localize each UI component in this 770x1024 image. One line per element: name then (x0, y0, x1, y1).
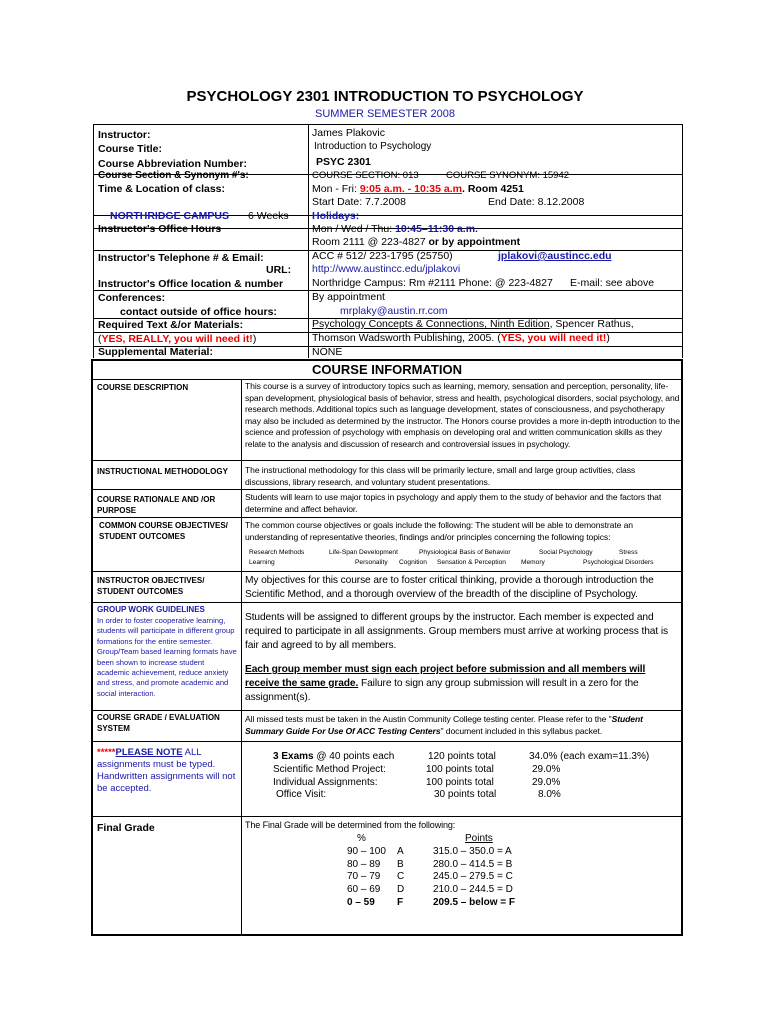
url-link[interactable]: http://www.austincc.edu/jplakovi (312, 263, 461, 275)
supplemental-label: Supplemental Material: (98, 346, 213, 358)
topic-item: Memory (521, 559, 545, 566)
office-location-value: Northridge Campus: Rm #2111 Phone: @ 223-4827 (312, 277, 553, 289)
office-location-label: Instructor's Office location & number (98, 278, 284, 290)
conferences-contact-label: contact outside of office hours: (120, 306, 277, 318)
common-objectives-label: COMMON COURSE OBJECTIVES/ STUDENT OUTCOMES (99, 521, 228, 541)
topic-item: Psychological Disorders (583, 559, 654, 566)
office-hours-room: Room 2111 @ 223-4827 or by appointment (312, 236, 521, 248)
office-hours-label: Instructor's Office Hours (98, 223, 222, 235)
topic-item: Personality (355, 559, 388, 566)
semester-subtitle: SUMMER SEMESTER 2008 (315, 108, 455, 120)
instructor-value: James Plakovic (312, 127, 385, 139)
group-work-note: In order to foster cooperative learning, students will participate in different group formations for the entire semester. Group/Team based learning formats have been shown to increase student academic achievement, reduce anxiety and stress, and promote academic and social interaction. (97, 616, 237, 698)
office-email-note: E-mail: see above (570, 277, 655, 289)
campus-label: NORTHRIDGE CAMPUS (110, 210, 230, 222)
topic-item: Cognition (399, 559, 427, 566)
required-text-value: Psychology Concepts & Connections, Ninth Edition, Spencer Rathus, (312, 318, 634, 330)
course-information-heading: COURSE INFORMATION (93, 361, 681, 380)
course-description-label: COURSE DESCRIPTION (97, 383, 189, 392)
common-objectives-text: The common course objectives or goals include the following: The student will be able to demonstrate an understanding of representative theories, findings and/or principles concerning the following topics: (245, 520, 633, 542)
conferences-value: By appointment (312, 291, 385, 303)
grade-points-column: 120 points total 100 points total 100 points total 30 points total (426, 751, 497, 801)
phone-email-label: Instructor's Telephone # & Email: (98, 252, 264, 264)
end-date: End Date: 8.12.2008 (488, 196, 585, 208)
synonym-value: COURSE SYNONYM: 15942 (446, 170, 570, 181)
group-work-label: GROUP WORK GUIDELINES (97, 605, 205, 614)
grade-row-office: Office Visit: (276, 789, 327, 801)
course-title-label: Course Title: (98, 143, 162, 155)
document-title: PSYCHOLOGY 2301 INTRODUCTION TO PSYCHOLOGY (186, 88, 584, 105)
topic-item: Stress (619, 549, 638, 556)
abbrev-label: Course Abbreviation Number: (98, 158, 247, 170)
required-text-label: Required Text &/or Materials: (98, 319, 244, 331)
abbrev-value: PSYC 2301 (316, 156, 371, 168)
topic-item: Life-Span Development (329, 549, 398, 556)
time-location-value: Mon - Fri: 9:05 a.m. - 10:35 a.m. Room 4251 (312, 183, 524, 195)
topic-item: Sensation & Perception (437, 559, 506, 566)
time-location-label: Time & Location of class: (98, 183, 225, 195)
email-link[interactable]: jplakovi@austincc.edu (498, 250, 612, 262)
course-header-table (93, 124, 683, 358)
section-value: COURSE SECTION: 013 (312, 170, 419, 181)
grade-row-individual: Individual Assignments: (273, 776, 378, 788)
percent-scale: % 90 – 100 A 80 – 89 B 70 – 79 C 60 – 69 D 0 – 59 F (347, 833, 405, 908)
conferences-email[interactable]: mrplaky@austin.rr.com (340, 305, 448, 317)
topic-item: Physiological Basis of Behavior (419, 549, 511, 556)
course-information-table (91, 359, 683, 936)
group-work-signature-rule: Each group member must sign each project before submission and all members will receive the same grade. Failure to sign any group submission will result in a zero for the assignment(s). (245, 664, 646, 703)
weeks-label: 6 Weeks (248, 210, 289, 222)
course-title-value: Introduction to Psychology (314, 141, 432, 152)
topic-item: Research Methods (249, 549, 305, 556)
final-grade-intro: The Final Grade will be determined from the following: (245, 820, 456, 830)
start-date: Start Date: 7.7.2008 (312, 196, 406, 208)
holidays-label: Holidays: (312, 210, 360, 222)
office-hours-value: Mon / Wed / Thu: 10:45–11:30 a.m. (312, 223, 478, 235)
grade-row-exams: 3 Exams @ 40 points each (273, 751, 395, 762)
really-note: (YES, REALLY, you will need it!) (98, 333, 257, 345)
points-scale: Points 315.0 – 350.0 = A 280.0 – 414.5 = B 245.0 – 279.5 = C 210.0 – 244.5 = D 209.5 – below = F (433, 833, 515, 908)
instructor-label: Instructor: (98, 129, 151, 141)
section-label: Course Section & Synonym #'s: (98, 170, 249, 181)
topic-item: Learning (249, 559, 275, 566)
rationale-label: COURSE RATIONALE AND /OR PURPOSE (97, 495, 216, 515)
grade-breakdown (273, 751, 395, 802)
grade-percent-column: 34.0% (each exam=11.3%) 29.0% 29.0% 8.0% (529, 751, 650, 801)
instructor-objectives-label: INSTRUCTOR OBJECTIVES/ STUDENT OUTCOMES (97, 576, 205, 596)
grade-row-project: Scientific Method Project: (273, 763, 386, 775)
methodology-label: INSTRUCTIONAL METHODOLOGY (97, 467, 228, 476)
url-label: URL: (266, 264, 292, 276)
supplemental-value: NONE (312, 346, 343, 358)
phone-value: ACC # 512/ 223-1795 (25750) (312, 250, 453, 262)
group-work-text: Students will be assigned to different groups by the instructor. Each member is expected and required to participate in all assignments. Group members must arrive at working process that is fair and agreed to by all members. (245, 612, 668, 651)
publisher-value: Thomson Wadsworth Publishing, 2005. (YES, you will need it!) (312, 332, 610, 344)
topic-item: Social Psychology (539, 549, 593, 556)
course-description-text: This course is a survey of introductory topics such as learning, memory, sensation and perception, personality, life-span development, physiological basis of behavior, stress and health, psychological disorders, social psychology, and research methods. Additional topics such as language development, states of consciousness, and psychotherapy may also be included as determined by the instructor. The Honors course provides a more in-depth introduction to the science and profession of psychology with emphasis on developing oral and written communication skills as they relate to the analysis and discussion of research and controversial issues in psychology. (245, 381, 680, 449)
evaluation-text: All missed tests must be taken in the Austin Community College testing center. Please refer to the "Student Summary Guide For Use Of ACC Testing Centers" document included in this syllabus packet. (245, 714, 643, 736)
instructor-objectives-text: My objectives for this course are to foster critical thinking, provide a thorough introduction the Scientific Method, and a thorough overview of the breadth of the discipline of Psychology. (245, 575, 654, 600)
rationale-text: Students will learn to use major topics in psychology and apply them to the study of behavior and the factors that determine and affect behavior. (245, 492, 662, 514)
evaluation-label: COURSE GRADE / EVALUATION SYSTEM (97, 713, 220, 733)
final-grade-label: Final Grade (97, 822, 155, 834)
conferences-label: Conferences: (98, 292, 166, 304)
methodology-text: The instructional methodology for this class will be primarily lecture, small and large group activities, class discussions, library research, and voluntary student presentations. (245, 465, 636, 487)
typed-assignments-note: *****PLEASE NOTE ALL assignments must be typed. Handwritten assignments will not be accepted. (97, 747, 236, 794)
